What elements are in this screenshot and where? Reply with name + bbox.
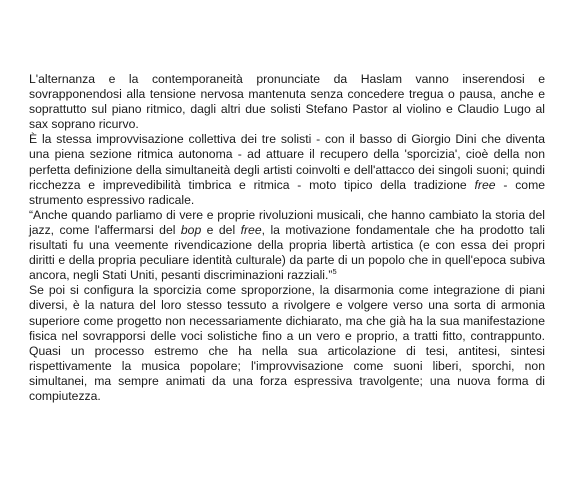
paragraph-improvisation-text-b: - come strumento espressivo radicale. — [29, 177, 545, 207]
quote-text-b: e del — [201, 222, 241, 237]
quote-text-a: “Anche quando parliamo di vere e proprie rivoluzioni musicali, che hanno cambiato la storia del jazz, come l'affermarsi del — [29, 207, 545, 237]
body-text — [29, 72, 545, 404]
quote-text-c: , la motivazione fondamentale che ha prodotto tali risultati fu una veemente rivendicazione della propria libertà artistica (e con essa dei propri diritti e della propria peculiare identità culturale) da parte di un popolo che in quell'epoca subiva ancora, negli Stati Uniti, pesanti discriminazioni razziali.” — [29, 222, 545, 283]
italic-free-2: free — [240, 222, 262, 237]
italic-free: free — [474, 177, 496, 192]
paragraph-quote — [29, 208, 545, 283]
italic-bop: bop — [180, 222, 202, 237]
paragraph-sporcizia: Se poi si configura la sporcizia come sproporzione, la disarmonia come integrazione di piani diversi, è la natura del loro stesso tessuto a rivolgere e volgere verso una sorta di armonia superiore come progetto non necessariamente dichiarato, ma che già ha la sua manifestazione fisica nel sovrapporsi delle voci solistiche fino a un vero e proprio, a tratti fitto, contrappunto. Quasi un processo estremo che ha nella sua articolazione di tesi, antitesi, sintesi rispettivamente la musica popolare; l'improvvisazione come suoni liberi, sporchi, non simultanei, ma sempre animati da una forza espressiva travolgente; una nuova forma di compiutezza. — [29, 283, 545, 403]
paragraph-improvisation-text-a: È la stessa improvvisazione collettiva dei tre solisti - con il basso di Giorgio Dini che diventa una piena sezione ritmica autonoma - ad attuare il recupero della 'sporcizia', cioè della non perfetta definizione della simultaneità degli artisti coinvolti e dell'attacco dei singoli suoni; quindi ricchezza e imprevedibilità timbrica e ritmica - moto tipico della tradizione — [29, 132, 545, 192]
footnote-marker: 5 — [332, 267, 337, 277]
paragraph-improvisation — [29, 132, 545, 207]
paragraph-haslam: L'alternanza e la contemporaneità pronunciate da Haslam vanno inserendosi e sovrapponendosi alla tensione nervosa mantenuta senza concedere tregua o pausa, anche e soprattutto sul piano ritmico, dagli altri due solisti Stefano Pastor al violino e Claudio Lugo al sax soprano ricurvo. — [29, 72, 545, 132]
